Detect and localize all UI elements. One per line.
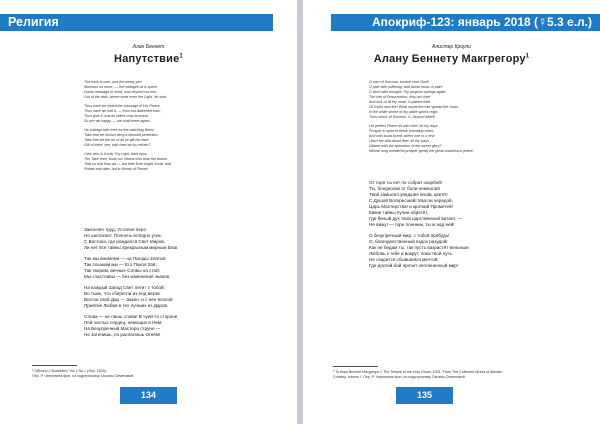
verse-line: Thus have we heard the message of His Peace, xyxy=(84,104,161,108)
verse-line: Царь Мастерства! и кроткий Прометей! xyxy=(369,204,453,209)
stanza xyxy=(369,180,584,228)
verse-line: Gift of thine, see, with thee as thy refrain? xyxy=(84,143,151,147)
verse-line: Какие тайны пучин обретёт, xyxy=(369,210,429,215)
verse-line: The Take thee, thats our Hearts who bear the blame. xyxy=(84,157,168,161)
stanza xyxy=(84,227,284,251)
verse-line: In the white shrine of thy white spirit's reign, xyxy=(369,110,439,114)
verse-line: Murmurs no more, — the midnight oil is spent; xyxy=(84,85,158,89)
page-number: 135 xyxy=(396,387,453,404)
verse-line: Tells us that thou art — the thee Ever bright Souls, and xyxy=(84,162,172,166)
verse-line: So are we happy, — we shall meet again! xyxy=(84,119,151,123)
verse-line: Dumb message of mind, now beyond our ken, xyxy=(84,90,158,94)
poem-author: Алистер Кроули xyxy=(432,44,471,50)
verse-line: Закончен труд. Усталое перо xyxy=(84,227,147,232)
stanza xyxy=(84,80,284,100)
verse-line: Твой замысел увядшее вновь цветёт xyxy=(369,192,448,197)
poem-title-text: Напутствие xyxy=(114,53,180,65)
footnote-line: Пер. Р. Чернятина фон, по подстрочнику Оксаны Семеновой. xyxy=(32,374,135,378)
russian-translation-text xyxy=(84,227,284,343)
verse-line: Во тьме, что сберегли из-под веков xyxy=(84,291,160,296)
verse-line: Любовь к тебе и вокруг; пока твой путь xyxy=(369,251,452,256)
verse-line: Как не бедам ты, так пусть вазрастёт вельным xyxy=(369,245,469,250)
verse-line: О, благодеяственный вздох разудой! xyxy=(369,239,448,244)
verse-line: The lute of Resurrection: thou art chief xyxy=(369,95,431,99)
poem-title xyxy=(303,53,600,65)
verse-line: На Безупречный Мастера струне — xyxy=(84,326,161,331)
verse-line: And with souls loved, select one in a new xyxy=(369,134,435,138)
verse-line: O pale with suffering, and dumb hours of pain! xyxy=(369,85,443,89)
verse-line: Не шелохнет. Полночь вглядно утих. xyxy=(84,233,163,238)
stanza xyxy=(84,128,284,148)
stanza xyxy=(369,124,584,154)
footnote xyxy=(32,369,282,379)
verse-line: Out of the dark, where ends even the Light, 'tis sent. xyxy=(84,95,167,99)
section-header: Религия xyxy=(0,14,273,31)
issue-header: Апокриф-123: январь 2018 (☿5.3 е.л.) xyxy=(331,14,600,31)
footnote-marker: 1 xyxy=(179,53,183,60)
verse-line: С Душой Воскресшей! Мысли чередой, xyxy=(369,198,453,203)
verse-line: Let perfect Peace be with thee: let thy days xyxy=(369,124,438,128)
verse-line: Приятие Любви в тех лучших из Даров. xyxy=(84,303,169,308)
stanza xyxy=(84,256,284,280)
verse-line: Glisten with the splendour of the sweet glory? xyxy=(369,144,442,148)
left-page xyxy=(0,0,297,424)
verse-line: Ours who is it only Thy Light, dark eyes, xyxy=(84,152,148,156)
verse-line: Upon the wild aloud thee: till thy ways xyxy=(369,139,429,143)
footnote xyxy=(333,370,595,380)
verse-line: С Востока, где рождался Свет Миров, xyxy=(84,239,166,244)
verse-line: Prosper in spite of these unending woes; xyxy=(369,129,434,133)
verse-line: Ты, бледнолик от боли немногой! xyxy=(369,186,440,191)
stanza xyxy=(369,233,584,269)
page-number: 134 xyxy=(120,387,177,404)
stanza xyxy=(84,314,284,338)
verse-line: And sick of all thy mind: O patient thief xyxy=(369,100,431,104)
poem-title-text: Алану Беннету Макгрегору xyxy=(373,53,526,65)
poem-author: Алан Беннет xyxy=(132,44,165,50)
verse-line: O men of Sorrows: brother unto Grief! xyxy=(369,80,430,84)
english-original-text xyxy=(84,80,284,176)
stanza xyxy=(84,104,284,124)
verse-line: Rotate and after, but in Words of Flame! xyxy=(84,167,148,171)
verse-line: На каждый Запад Свет летит с тобой; xyxy=(84,285,165,290)
verse-line: Take that we foolish deny a blessed perfection xyxy=(84,133,158,137)
english-original-text xyxy=(369,80,584,158)
verse-line: Так слышим мы — Его Покоя Зов; xyxy=(84,262,157,267)
verse-line: Пой чистых сердец, немощих в Нём: xyxy=(84,320,163,325)
stanza xyxy=(369,80,584,120)
verse-line: О безупречный мир, с тобой пребудь! xyxy=(369,233,450,238)
verse-line: Take that we the do of all ye gift the best; xyxy=(84,138,150,142)
footnote-rule xyxy=(333,366,378,367)
verse-line: The work is over, and the weary pen xyxy=(84,80,142,84)
verse-line: Thou mirror of Sorrows: O, beyond belief! xyxy=(369,115,435,119)
verse-line: От горя ты нет по собрат скорбей! xyxy=(369,180,443,185)
verse-line: Где долгий бой прочит неплененный мир! xyxy=(369,263,459,268)
verse-line: He cuttings with thee for the watching Word, xyxy=(84,128,155,132)
verse-line: Восток свой Дар — Закон, и с нее вселой xyxy=(84,297,173,302)
verse-line: Мы счастливы — без изменения знаков. xyxy=(84,274,171,279)
verse-line: Где белый дух твой царственный витает, — xyxy=(369,216,462,221)
verse-line: Не вижу! — горе пленник, ты ж над ней! xyxy=(369,222,455,227)
verse-line: Не затенишь, но распалишь Огнём! xyxy=(84,332,161,337)
verse-line: O worn with thought! Thy purpose springs again! xyxy=(369,90,447,94)
verse-line: Так творим, вечные Словы на стой: xyxy=(84,268,160,273)
verse-line: Whose long wonderful prosper gently the great unanimous peace. xyxy=(369,149,474,153)
footnote-rule xyxy=(32,365,77,366)
footnote-line: ¹ To Allan Bennett Macgregor // The Temple of the Holy Ghost, 1901. From The Collected Works of Aleister xyxy=(333,370,503,374)
footnote-line: ¹ Обычно // Buddhism, Vol 1 No 1 (Sep. 1903). xyxy=(32,369,107,373)
russian-translation-text xyxy=(369,180,584,274)
footnote-marker: 1 xyxy=(525,53,530,60)
footnote-line: Crowley, volume I. Пер. Р. Чернятина фон, по подстрочнику Оксаны Семеновой. xyxy=(333,375,466,379)
poem-title xyxy=(0,53,297,65)
verse-line: Thus give it, that its ciders may increase, xyxy=(84,114,149,118)
verse-line: Thus have we told it, — from out darkened ears; xyxy=(84,109,161,113)
verse-line: Ли нет все тайны прекрасным мирным Благ. xyxy=(84,245,179,250)
verse-line: Не озарится сбывшейся мечтой; xyxy=(369,257,439,262)
stanza xyxy=(84,152,284,172)
right-page xyxy=(303,0,600,424)
verse-line: Так мы внемлем — на Пагоды Златой; xyxy=(84,256,167,261)
verse-line: Слова — не лишь слова! В чуей-то стороне xyxy=(84,314,178,319)
verse-line: Of God's own fire! What mysteries can spread the chain xyxy=(369,105,458,109)
stanza xyxy=(84,285,284,309)
